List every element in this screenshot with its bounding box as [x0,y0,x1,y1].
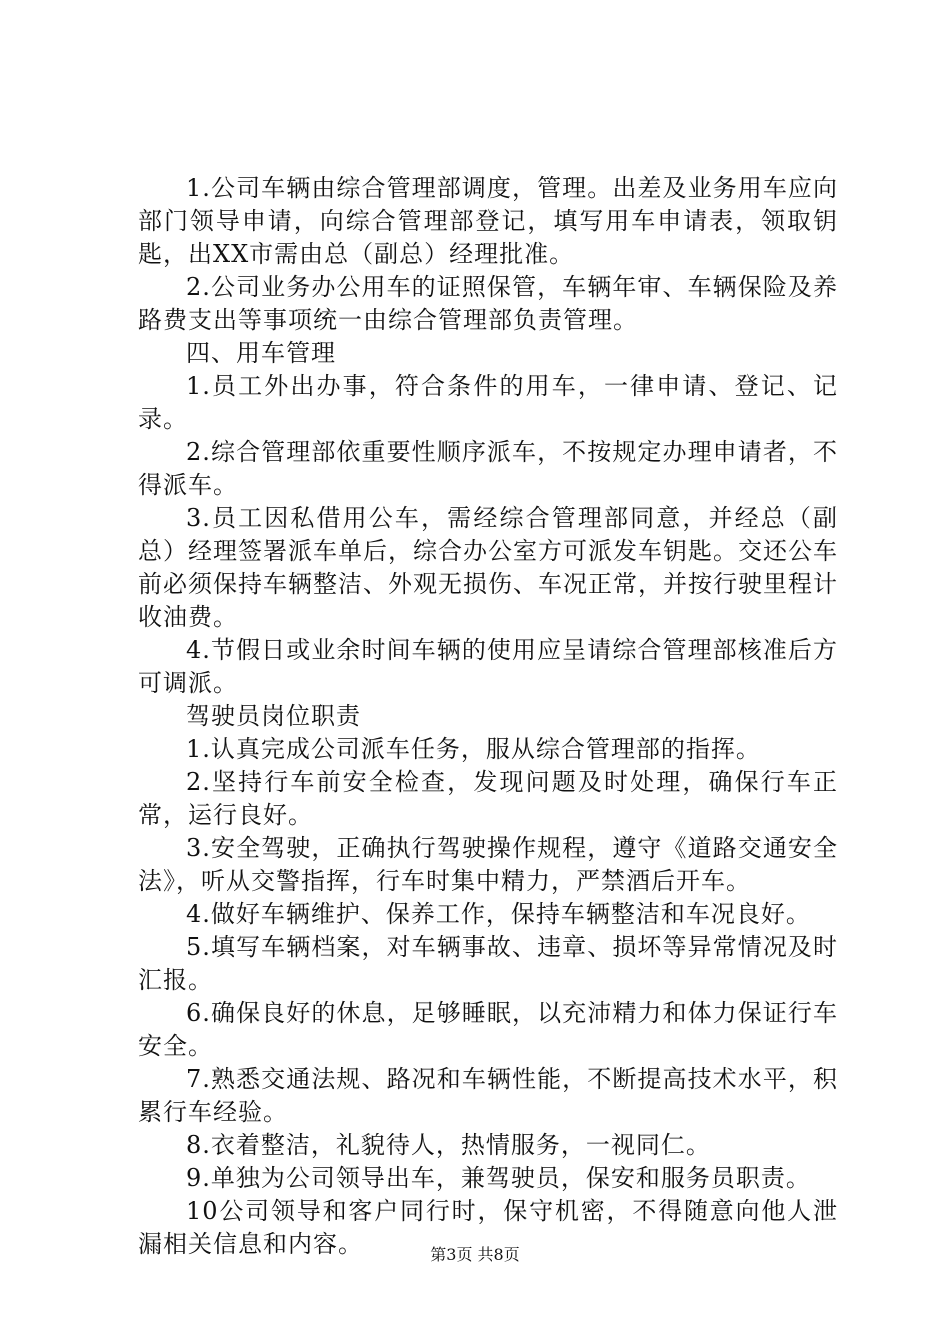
paragraph: 8.衣着整洁，礼貌待人，热情服务，一视同仁。 [186,1131,711,1159]
paragraph: 4.节假日或业余时间车辆的使用应呈请综合管理部核准后方可调派。 [138,636,838,697]
paragraph: 9.单独为公司领导出车，兼驾驶员，保安和服务员职责。 [186,1164,811,1192]
paragraph: 3.员工因私借用公车，需经综合管理部同意，并经总（副总）经理签署派车单后，综合办公室方可派发车钥匙。交还公车前必须保持车辆整洁、外观无损伤、车况正常，并按行驶里程计收油费。 [138,504,838,631]
section-heading: 驾驶员岗位职责 [186,702,361,730]
paragraph: 1.认真完成公司派车任务，服从综合管理部的指挥。 [186,735,761,763]
paragraph: 7.熟悉交通法规、路况和车辆性能，不断提高技术水平，积累行车经验。 [138,1065,838,1126]
document-body [138,172,838,1261]
paragraph: 5.填写车辆档案，对车辆事故、违章、损坏等异常情况及时汇报。 [138,933,838,994]
paragraph: 1.公司车辆由综合管理部调度，管理。出差及业务用车应向部门领导申请，向综合管理部登记，填写用车申请表，领取钥匙，出XX市需由总（副总）经理批准。 [138,174,838,268]
section-heading: 四、用车管理 [186,339,336,367]
paragraph: 4.做好车辆维护、保养工作，保持车辆整洁和车况良好。 [186,900,811,928]
paragraph: 6.确保良好的休息，足够睡眠，以充沛精力和体力保证行车安全。 [138,999,838,1060]
page-number-footer: 第3页 共8页 [430,1245,520,1264]
paragraph: 10公司领导和客户同行时，保守机密，不得随意向他人泄漏相关信息和内容。 [138,1197,838,1258]
paragraph: 2.综合管理部依重要性顺序派车，不按规定办理申请者，不得派车。 [138,438,838,499]
paragraph: 3.安全驾驶，正确执行驾驶操作规程，遵守《道路交通安全法》，听从交警指挥，行车时集中精力，严禁酒后开车。 [138,834,838,895]
paragraph: 2.公司业务办公用车的证照保管，车辆年审、车辆保险及养路费支出等事项统一由综合管理部负责管理。 [138,273,838,334]
paragraph: 2.坚持行车前安全检查，发现问题及时处理，确保行车正常，运行良好。 [138,768,838,829]
paragraph: 1.员工外出办事，符合条件的用车，一律申请、登记、记录。 [138,372,838,433]
